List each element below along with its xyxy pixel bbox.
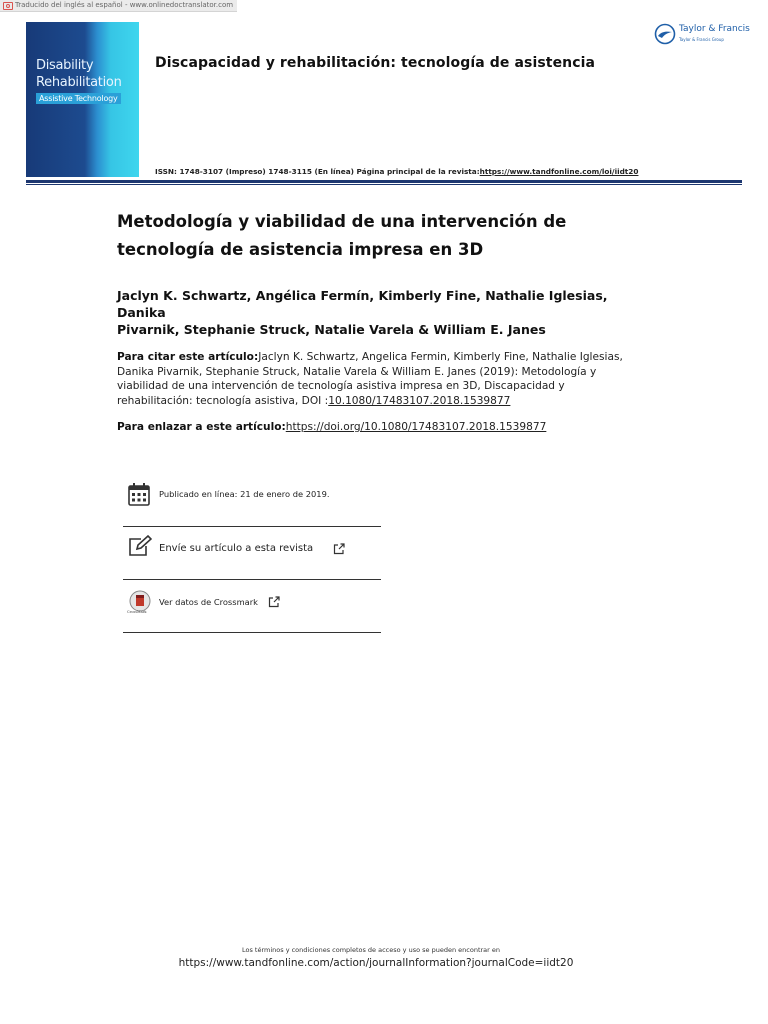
- calendar-icon: [128, 482, 150, 506]
- published-row: [123, 482, 381, 508]
- crossmark-link[interactable]: Ver datos de Crossmark: [159, 597, 258, 607]
- divider: [123, 526, 381, 527]
- terms-notice: Los términos y condiciones completos de acceso y uso se pueden encontrar en: [241, 946, 501, 954]
- terms-url-link[interactable]: https://www.tandfonline.com/action/journalInformation?journalCode=iidt20: [178, 957, 574, 969]
- journal-cover: [26, 22, 139, 177]
- publisher-group: Taylor & Francis Group: [679, 37, 724, 42]
- external-link-icon[interactable]: [333, 543, 345, 555]
- translation-banner-text[interactable]: Traducido del inglés al español - www.onlinedoctranslator.com: [15, 1, 234, 9]
- article-title: [117, 208, 637, 264]
- cover-title-line1: Disability: [36, 58, 94, 73]
- crossmark-row[interactable]: [123, 589, 381, 619]
- header-rule-thin: [26, 184, 742, 185]
- article-link: [117, 420, 637, 435]
- citation-text: Jaclyn K. Schwartz, Angelica Fermin, Kimberly Fine, Nathalie Iglesias, Danika Pivarnik, Stephanie Struck, Natalie Varela & William E. Janes (2019): Metodología y viabilidad de una intervención de tecnología asistiva impresa en 3D, Discapacidad y rehabilitación: tecnología asistiva, DOI :: [117, 351, 623, 407]
- publisher-logo[interactable]: [654, 22, 749, 48]
- article-doi-url[interactable]: https://doi.org/10.1080/17483107.2018.1539877: [285, 421, 547, 433]
- citation-doi-link[interactable]: 10.1080/17483107.2018.1539877: [328, 394, 511, 407]
- edit-icon: [128, 535, 152, 557]
- submit-article-link[interactable]: Envíe su artículo a esta revista: [159, 543, 314, 554]
- issn-text: ISSN: 1748-3107 (Impreso) 1748-3115 (En línea) Página principal de la revista:: [155, 167, 480, 176]
- divider: [123, 632, 381, 633]
- authors-line1: Jaclyn K. Schwartz, Angélica Fermín, Kimberly Fine, Nathalie Iglesias, Danika: [117, 288, 608, 320]
- article-link-label: Para enlazar a este artículo:: [117, 421, 286, 433]
- article-authors: [117, 287, 647, 338]
- article-title-line2: tecnología de asistencia impresa en 3D: [117, 240, 484, 259]
- submit-article-row[interactable]: [123, 535, 381, 563]
- publisher-name: Taylor & Francis: [679, 24, 750, 34]
- header-rule: [26, 180, 742, 183]
- external-link-icon[interactable]: [268, 596, 280, 608]
- divider: [123, 579, 381, 580]
- authors-line2: Pivarnik, Stephanie Struck, Natalie Varela & William E. Janes: [117, 322, 546, 337]
- journal-title: Discapacidad y rehabilitación: tecnología de asistencia: [155, 55, 596, 71]
- taylor-francis-logo-icon: [654, 23, 676, 45]
- issn-line: [155, 167, 638, 176]
- citation: [117, 350, 637, 408]
- translation-banner[interactable]: [0, 0, 237, 12]
- crossmark-logo-text: CrossMark: [127, 610, 147, 614]
- cover-title-line2: Rehabilitation: [36, 75, 122, 90]
- translator-logo-icon: [3, 2, 13, 10]
- citation-label: Para citar este artículo:: [117, 351, 259, 363]
- cover-subtitle: Assistive Technology: [36, 93, 121, 104]
- published-date: Publicado en línea: 21 de enero de 2019.: [159, 489, 330, 499]
- article-title-line1: Metodología y viabilidad de una intervención de: [117, 212, 567, 231]
- journal-homepage-link[interactable]: https://www.tandfonline.com/loi/iidt20: [479, 167, 639, 176]
